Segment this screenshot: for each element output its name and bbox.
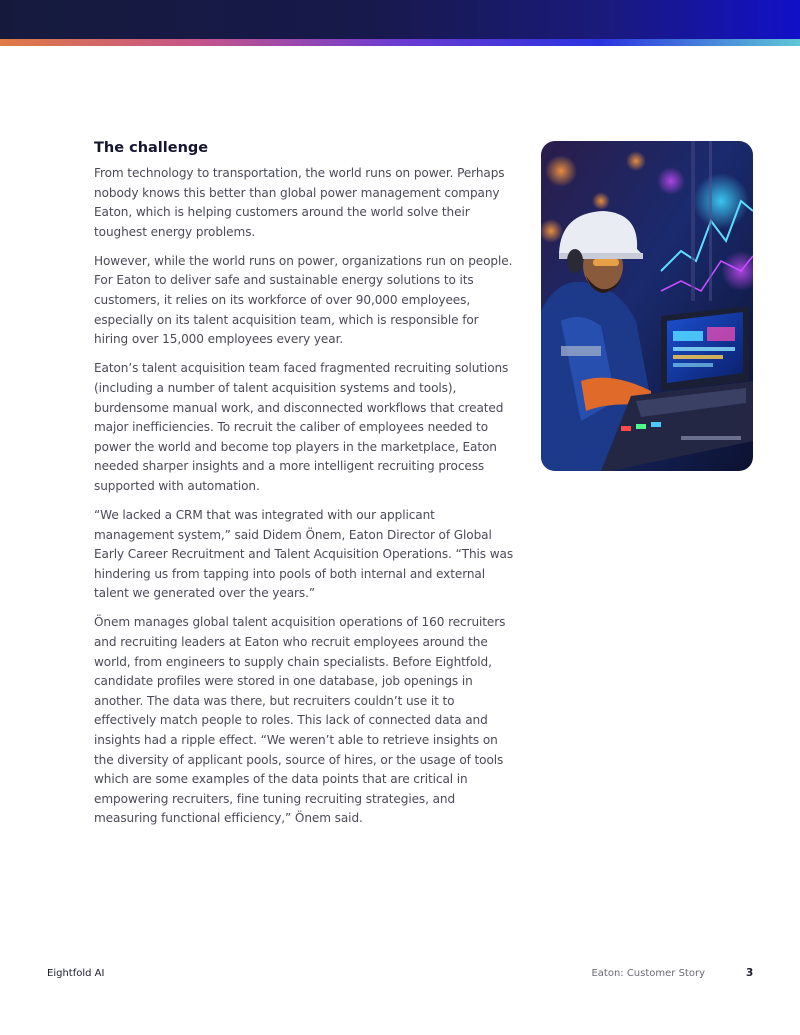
header-band — [0, 0, 800, 39]
section-heading: The challenge — [94, 140, 209, 156]
paragraph: Önem manages global talent acquisition operations of 160 recruiters and recruiting leaders at Eaton who recruit employees around the world, from engineers to supply chain specialists. Before Eightfold, candidate profiles were stored in one database, job openings in another. The data was there, but recruiters couldn’t use it to effectively match people to roles. This lack of connected data and insights had a ripple effect. “We weren’t able to retrieve insights on the diversity of applicant pools, source of hires, or the usage of tools which are some examples of the data points that are critical in empowering recruiters, fine tuning recruiting strategies, and measuring functional efficiency,” Önem said. — [94, 615, 506, 826]
challenge-section — [94, 138, 514, 839]
paragraph: “We lacked a CRM that was integrated with our applicant management system,” said Didem Önem, Eaton Director of Global Early Career Recruitment and Talent Acquisition Operations. “This was hindering us from tapping into pools of both internal and external talent we generated over the years.” — [94, 508, 514, 601]
page-number: 3 — [746, 967, 754, 979]
footer-brand: Eightfold AI — [47, 968, 105, 979]
gradient-accent-stripe — [0, 39, 800, 46]
engineer-with-laptop-photo — [541, 141, 753, 471]
paragraph: From technology to transportation, the world runs on power. Perhaps nobody knows this better than global power management company Eaton, which is helping customers around the world solve their toughest energy problems. — [94, 166, 505, 239]
footer-document-title: Eaton: Customer Story — [591, 968, 705, 979]
paragraph: Eaton’s talent acquisition team faced fragmented recruiting solutions (including a number of talent acquisition systems and tools), burdensome manual work, and disconnected workflows that created major inefficiencies. To recruit the caliber of employees needed to power the world and become top players in the marketplace, Eaton needed sharper insights and a more intelligent recruiting process supported with automation. — [94, 361, 509, 493]
paragraph: However, while the world runs on power, organizations run on people. For Eaton to deliver safe and sustainable energy solutions to its customers, it relies on its workforce of over 90,000 employees, especially on its talent acquisition team, which is responsible for hiring over 15,000 employees every year. — [94, 253, 513, 347]
